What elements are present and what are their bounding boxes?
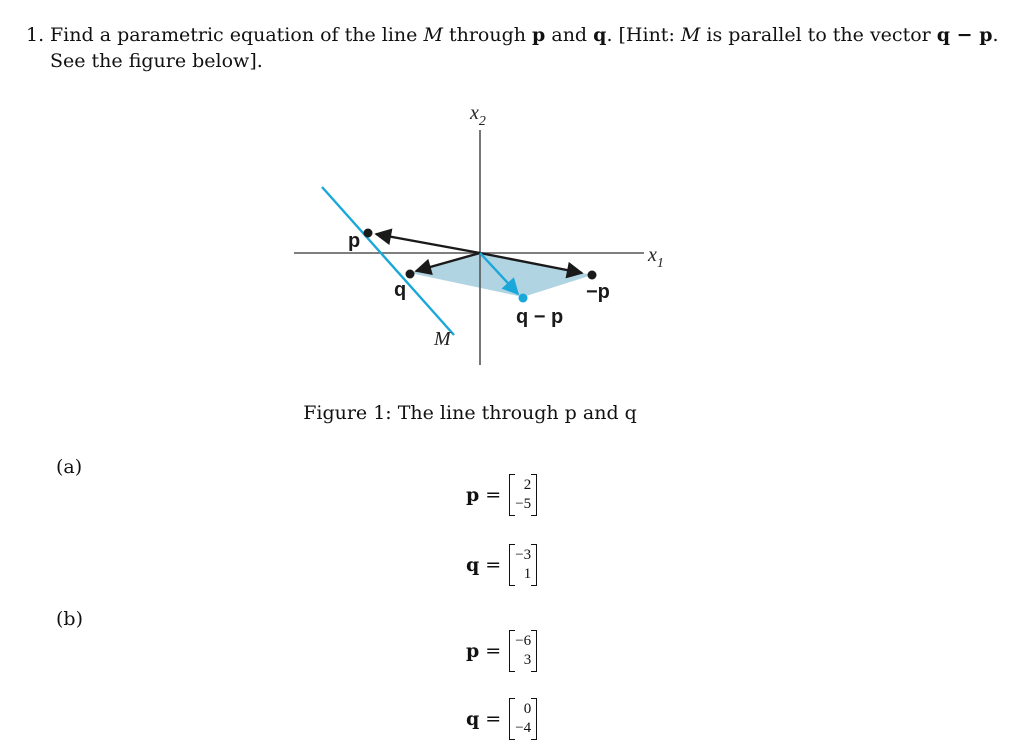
equals-sign: = [485,484,502,506]
vector-p: p [532,24,546,46]
point-neg-p [588,271,597,280]
line-M [322,187,454,335]
part-b-q-name: q [466,708,480,730]
figure-diagram [280,95,700,375]
vector-q: q [593,24,607,46]
part-a-q-name: q [466,554,480,576]
matrix-entry: −4 [515,720,532,736]
point-neg-p-label: −p [586,281,610,303]
problem-number: 1. [26,24,45,46]
part-b-p-name: p [466,640,480,662]
part-b-label: (b) [56,608,83,630]
x2-axis-label: $x_2$ [470,102,486,129]
part-b-p-equation [466,630,537,672]
part-b-p-matrix [509,630,537,672]
problem-text-2: through [442,24,533,46]
hint-line-M: M [680,24,701,46]
part-b-q-equation [466,698,537,740]
equals-sign: = [485,708,502,730]
problem-text-3: . [Hint: [606,24,681,46]
problem-text-1: Find a parametric equation of the line [50,24,424,46]
point-q-label: q [394,279,407,301]
problem-statement [26,22,999,74]
line-M-label: M [434,328,451,350]
equals-sign: = [485,554,502,576]
matrix-entry: 3 [523,652,532,668]
point-q-minus-p-label: q − p [516,306,564,328]
part-a-p-matrix [509,474,537,516]
vector-p-arrow [376,234,480,253]
x1-axis-label: $x_1$ [648,244,664,271]
part-a-q-equation [466,544,537,586]
matrix-entry: −5 [515,496,532,512]
problem-text-4: is parallel to the vector [700,24,937,46]
matrix-entry: 0 [523,701,532,717]
figure-caption: Figure 1: The line through p and q [303,402,637,424]
equals-sign: = [485,640,502,662]
point-q-minus-p [519,294,528,303]
problem-text-and: and [545,24,594,46]
line-name-M: M [423,24,443,46]
point-p-label: p [348,230,361,252]
part-a-q-matrix [509,544,537,586]
part-a-label: (a) [56,456,83,478]
point-p [364,229,373,238]
part-a-p-equation [466,474,537,516]
matrix-entry: 1 [523,566,532,582]
part-a-p-name: p [466,484,480,506]
point-q [406,270,415,279]
vector-q-minus-p: q − p [936,24,993,46]
matrix-entry: −3 [515,547,532,563]
matrix-entry: −6 [515,633,532,649]
part-b-q-matrix [509,698,537,740]
problem-period: . [992,24,999,46]
matrix-entry: 2 [523,477,532,493]
problem-line-2: See the figure below]. [50,50,263,72]
